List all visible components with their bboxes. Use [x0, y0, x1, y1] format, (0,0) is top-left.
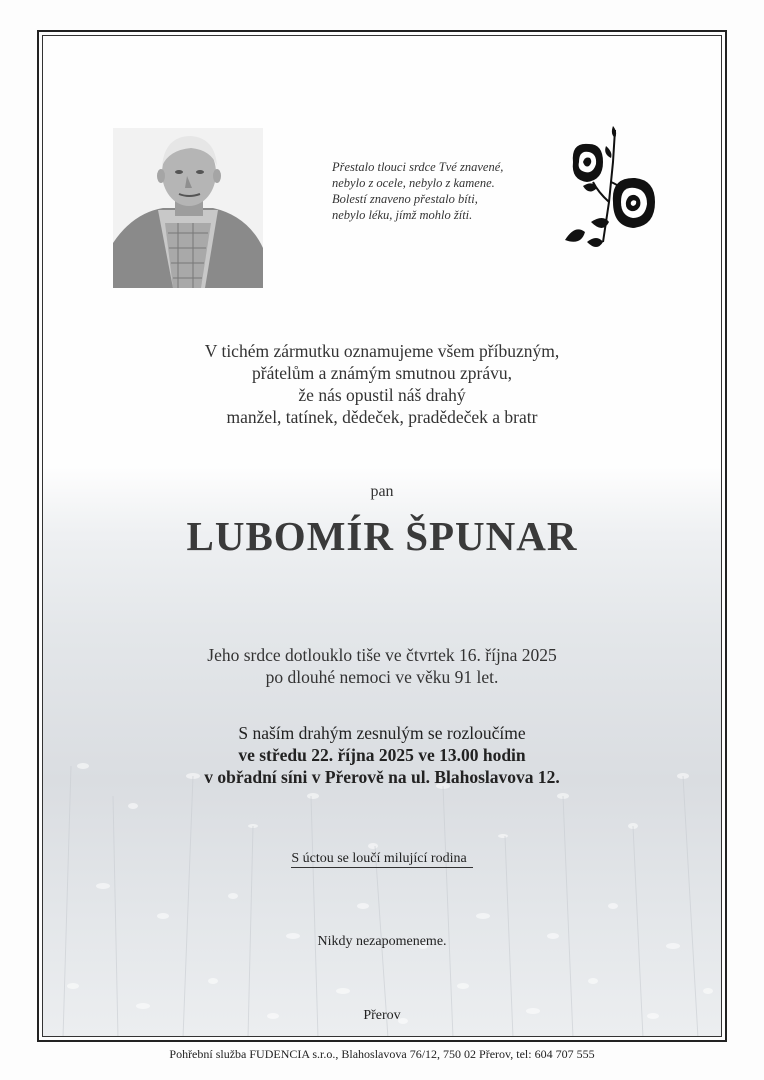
farewell-info	[43, 722, 721, 788]
notice-card	[42, 35, 722, 1037]
death-notice	[43, 644, 721, 688]
poem-line: nebylo léku, jímž mohlo žíti.	[332, 208, 473, 222]
poem-line: nebylo z ocele, nebylo z kamene.	[332, 176, 495, 190]
poem-line: Bolestí znaveno přestalo bíti,	[332, 192, 478, 206]
name-prefix: pan	[370, 483, 394, 500]
portrait-photo	[113, 128, 263, 288]
death-notice-line: po dlouhé nemoci ve věku 91 let.	[265, 667, 499, 687]
farewell-place: v obřadní síni v Přerově na ul. Blahoslavova 12.	[204, 767, 560, 787]
announcement	[43, 340, 721, 428]
family-signature	[43, 851, 721, 867]
roses-icon	[563, 122, 658, 252]
poem	[332, 159, 532, 223]
death-notice-line: Jeho srdce dotlouklo tiše ve čtvrtek 16. října 2025	[207, 645, 557, 665]
footer-funeral-service: Pohřební služba FUDENCIA s.r.o., Blahoslavova 76/12, 750 02 Přerov, tel: 604 707 555	[169, 1047, 595, 1061]
announcement-line: že nás opustil náš drahý	[298, 385, 466, 405]
farewell-intro: S naším drahým zesnulým se rozloučíme	[238, 723, 526, 743]
poem-line: Přestalo tlouci srdce Tvé znavené,	[332, 160, 504, 174]
closing-line: Nikdy nezapomeneme.	[317, 934, 447, 949]
announcement-line: V tichém zármutku oznamujeme všem příbuzným,	[204, 341, 560, 361]
family-line: S úctou se loučí milující rodina	[291, 851, 472, 868]
deceased-name: LUBOMÍR ŠPUNAR	[186, 513, 578, 559]
city: Přerov	[363, 1008, 401, 1023]
farewell-date-time: ve středu 22. října 2025 ve 13.00 hodin	[238, 745, 526, 765]
announcement-line: přátelům a známým smutnou zprávu,	[252, 363, 512, 383]
announcement-line: manžel, tatínek, dědeček, pradědeček a bratr	[226, 407, 538, 427]
